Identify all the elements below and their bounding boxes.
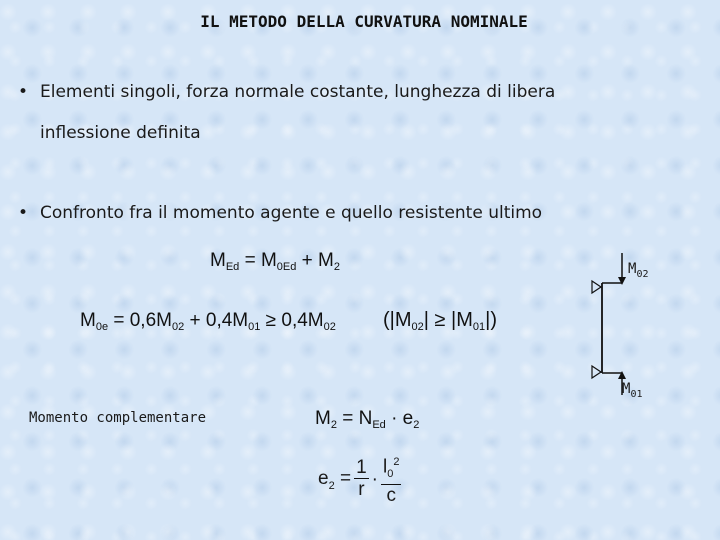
equation-e2: $e_2$ = $\frac{1}{r}$ · $\frac{l_0^2}{c}$ (318, 452, 404, 507)
bullet-2-line-1: Confronto fra il momento agente e quello resistente ultimo (40, 203, 543, 223)
slide-title: IL METODO DELLA CURVATURA NOMINALE (200, 12, 528, 31)
bottom-support-icon (592, 366, 601, 378)
equation-med: $M_{Ed} = M_{0Ed} + M_2$ (210, 250, 340, 273)
top-arrowhead-icon (618, 277, 626, 285)
bullet-1-line-1: Elementi singoli, forza normale costante, lunghezza di libera (40, 82, 556, 102)
equation-moment-condition: $(|M_{02}| \ge |M_{01}|)$ (383, 309, 498, 333)
bullet-glyph: • (18, 203, 29, 223)
bullet-glyph: • (18, 82, 29, 102)
caption-momento-complementare: Momento complementare (29, 410, 207, 426)
label-m01: $M_{01}$ (622, 381, 643, 400)
top-support-icon (592, 281, 601, 293)
bullet-item-2 (18, 193, 678, 234)
bullet-1-line-2: inflessione definita (40, 123, 201, 143)
bottom-arrowhead-icon (618, 371, 626, 379)
equation-m0e: $M_{0e} = 0,6M_{02} + 0,4M_{01} \ge 0,4M_{02}$ (80, 310, 336, 333)
bullet-item-1 (18, 72, 678, 154)
label-m02: $M_{02}$ (628, 261, 649, 280)
equation-m2: $M_2 = N_{Ed} \cdot e_2$ (315, 408, 420, 431)
